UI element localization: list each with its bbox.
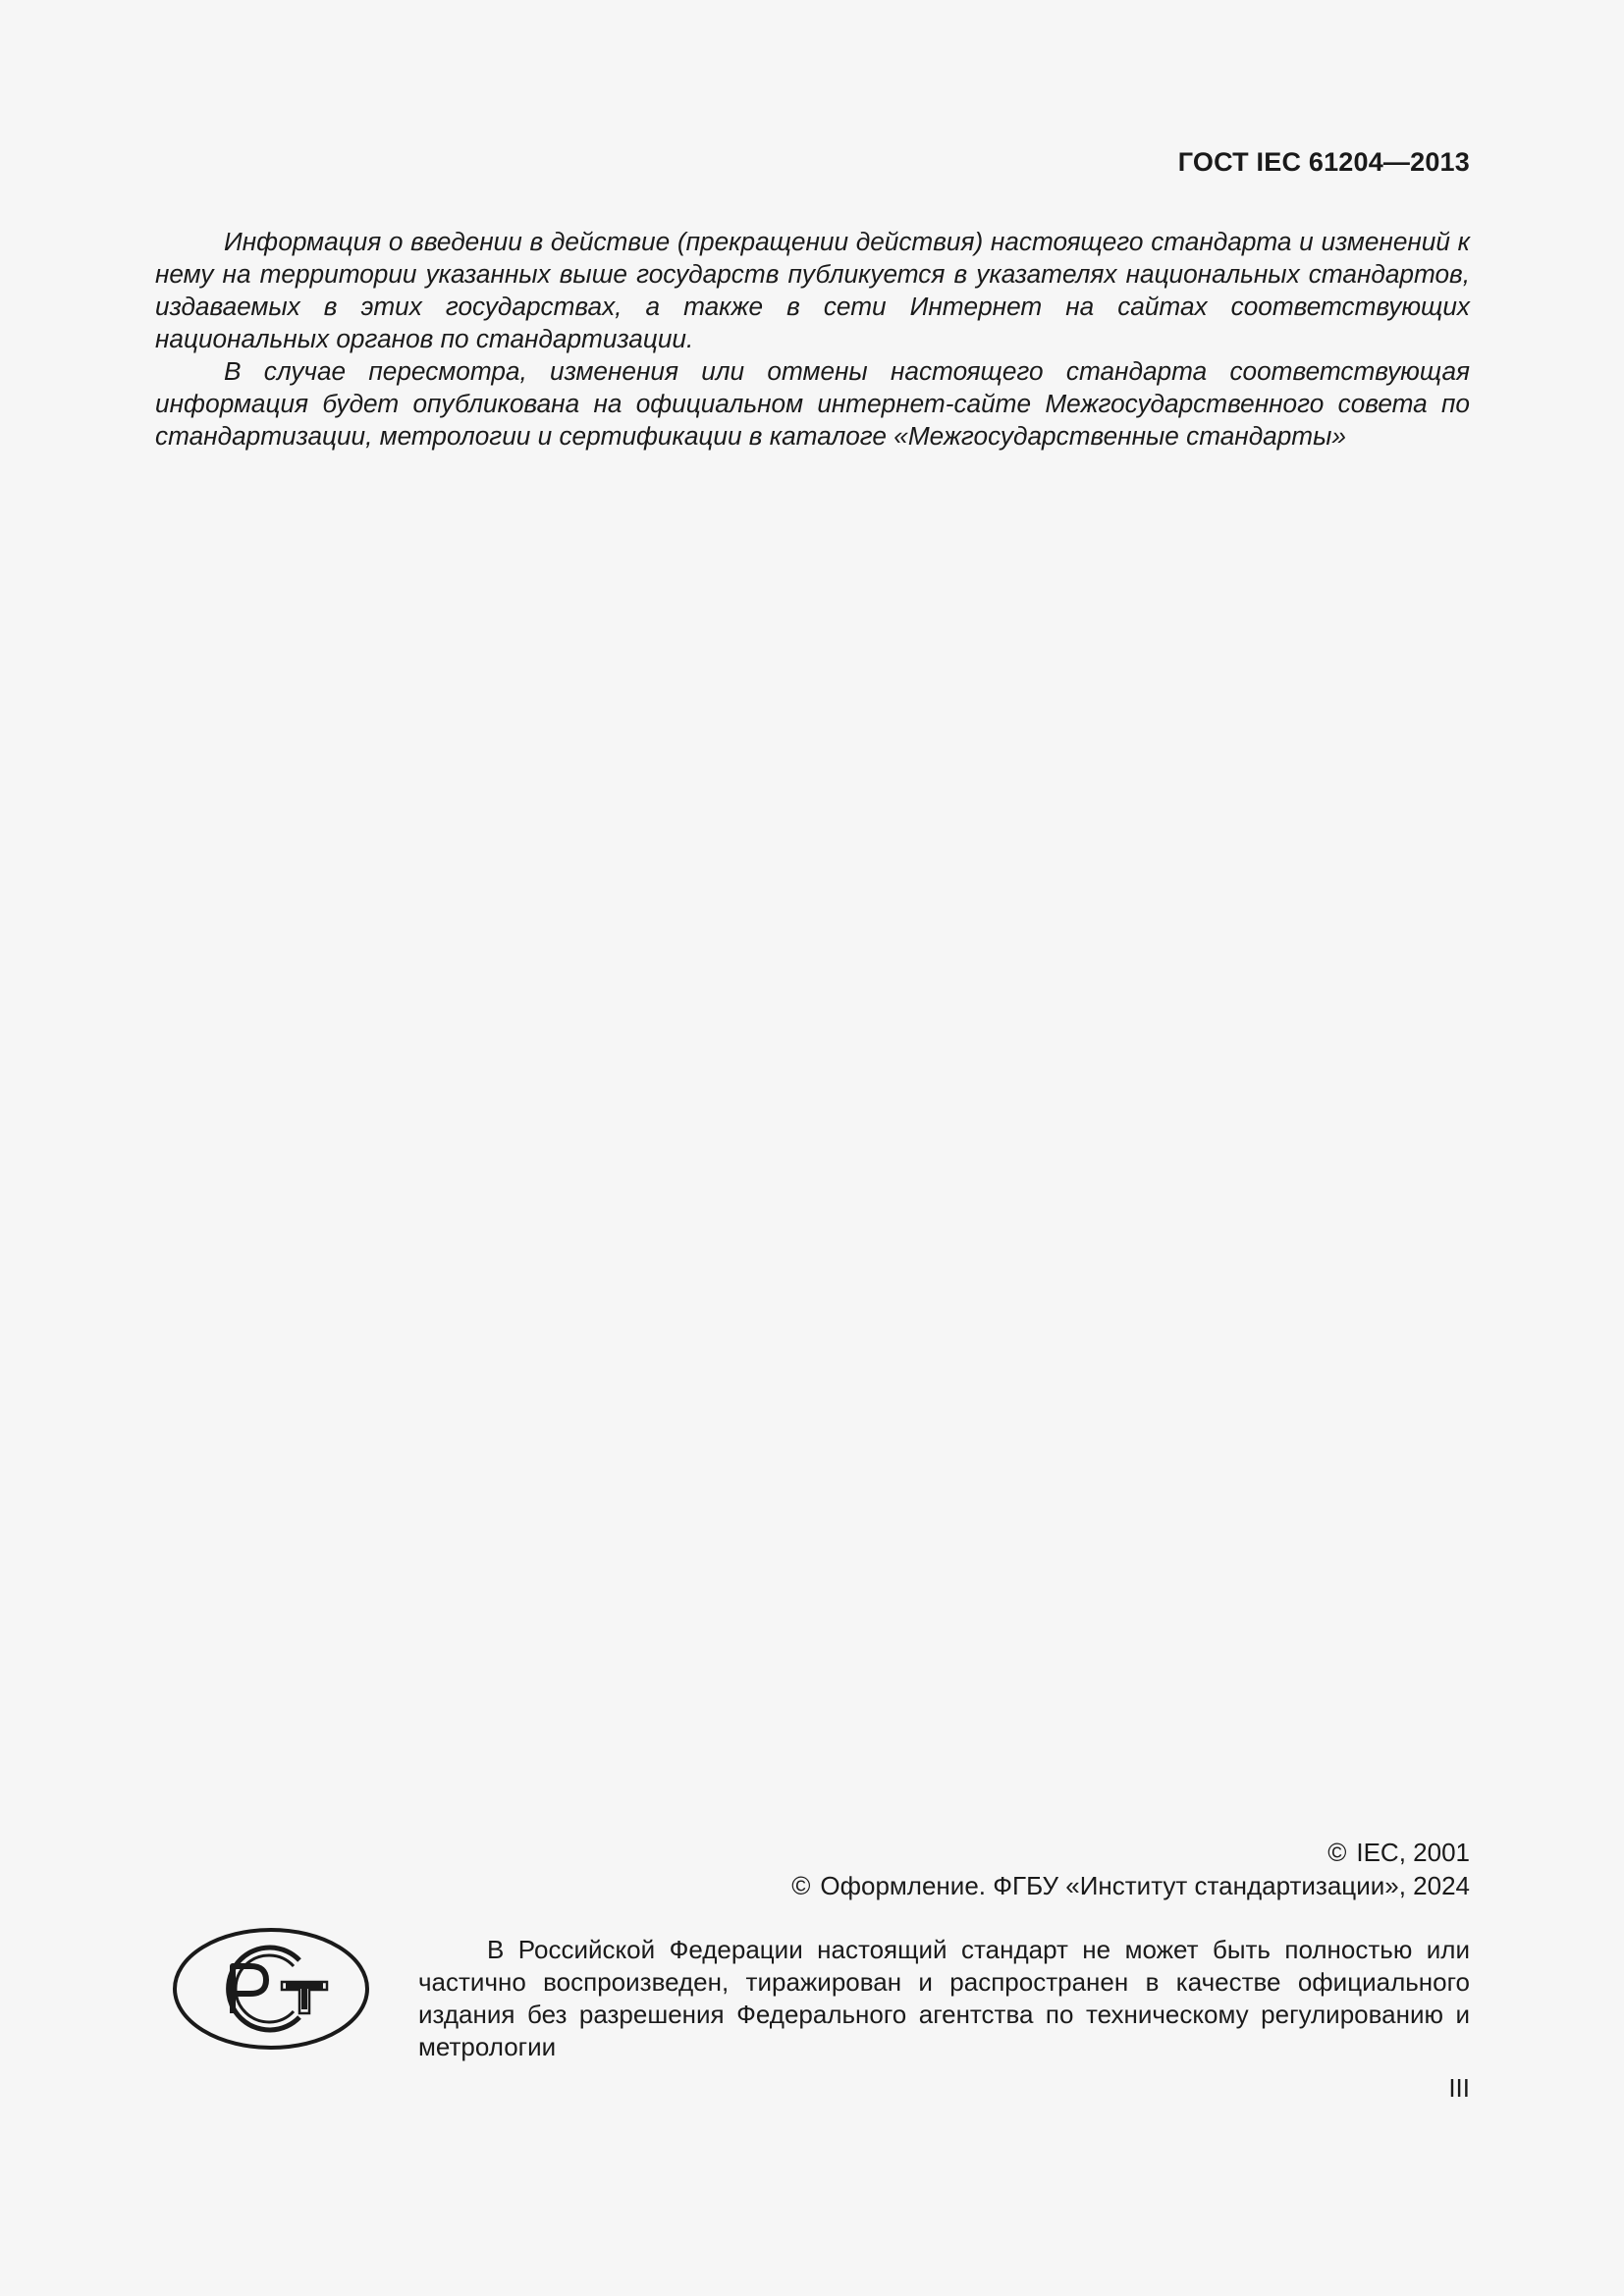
intro-section — [155, 226, 1470, 453]
intro-paragraph-publication: Информация о введении в действие (прекращении действия) настоящего стандарта и изменений к нему на территории указанных выше государств публикуется в указателях национальных стандартов, издаваемых в этих государствах, а также в сети Интернет на сайтах соответствующих национальных органов по стандартизации. — [155, 227, 1470, 353]
reproduction-notice: В Российской Федерации настоящий стандарт не может быть полностью или частично воспроизведен, тиражирован и распространен в качестве официального издания без разрешения Федерального агентства по техническому регулированию и метрологии — [418, 1935, 1470, 2061]
copyright-line-iec — [791, 1836, 1470, 1869]
copyright-text-design: Оформление. ФГБУ «Институт стандартизации», 2024 — [820, 1871, 1470, 1900]
copyright-line-design — [791, 1869, 1470, 1902]
copyright-symbol: © — [1327, 1838, 1347, 1867]
page-number: III — [1448, 2073, 1470, 2103]
copyright-symbol: © — [791, 1871, 811, 1900]
intro-paragraph-revision: В случае пересмотра, изменения или отмены настоящего стандарта соответствующая информация будет опубликована на официальном интернет-сайте Межгосударственного совета по стандартизации, метрологии и сертификации в каталоге «Межгосударственные стандарты» — [155, 356, 1470, 451]
copyright-text-iec: IEC, 2001 — [1356, 1838, 1470, 1867]
rst-conformity-mark-icon — [172, 1927, 370, 2051]
copyright-block — [791, 1836, 1470, 1902]
document-code: ГОСТ IEC 61204—2013 — [1177, 147, 1470, 177]
